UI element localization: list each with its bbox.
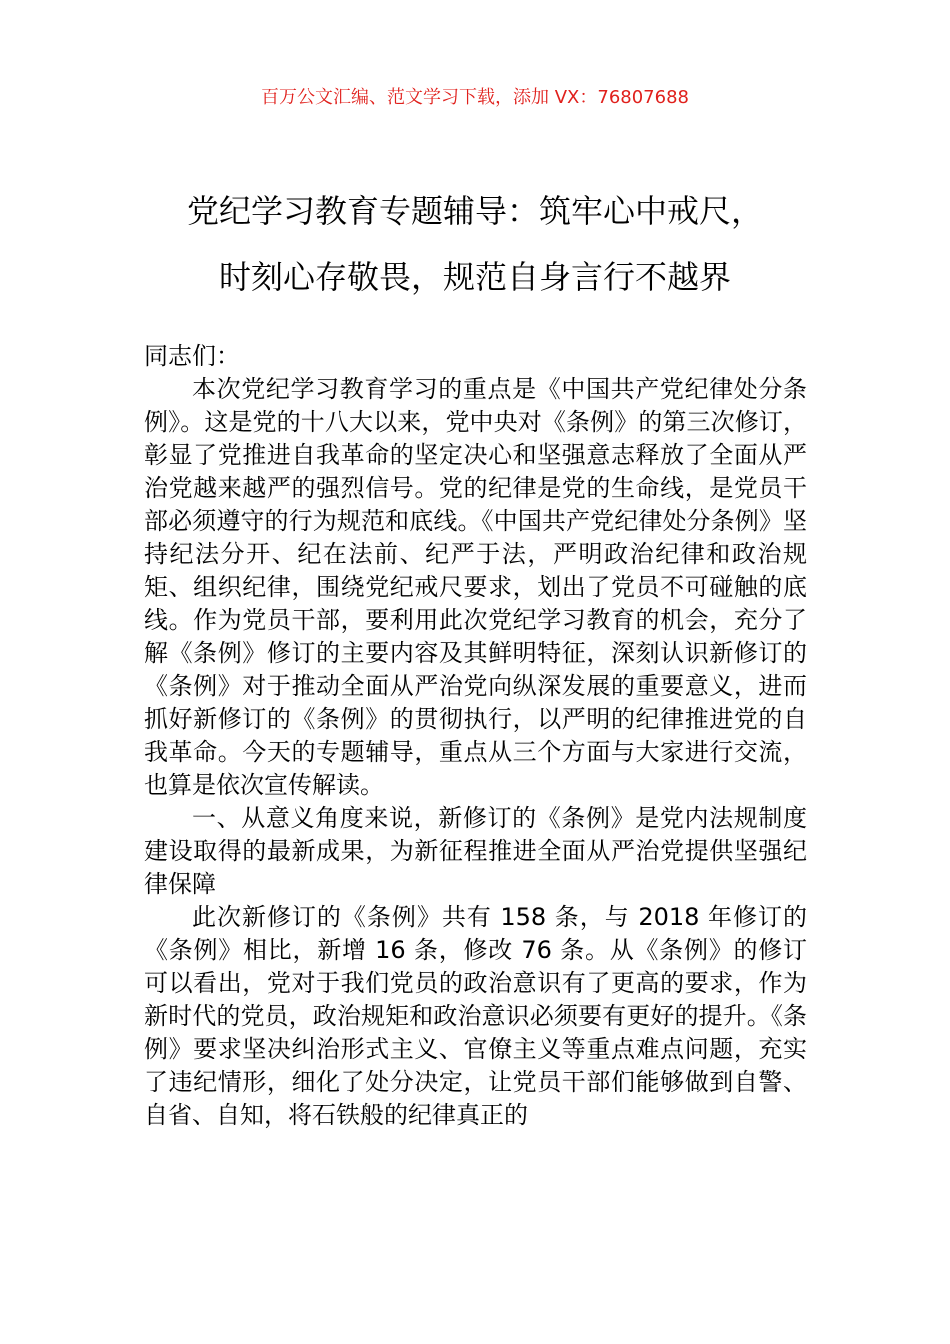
header-contact-note: 百万公文汇编、范文学习下载，添加 VX：76807688: [261, 87, 689, 108]
document-body: [144, 340, 807, 1132]
title-line-1: 党纪学习教育专题辅导：筑牢心中戒尺，: [186, 192, 763, 230]
paragraph-intro: 本次党纪学习教育学习的重点是《中国共产党纪律处分条例》。这是党的十八大以来，党中央对《条例》的第三次修订，彰显了党推进自我革命的坚定决心和坚强意志释放了全面从严治党越来越严的强烈信号。党的纪律是党的生命线，是党员干部必须遵守的行为规范和底线。《中国共产党纪律处分条例》坚持纪法分开、纪在法前、纪严于法，严明政治纪律和政治规矩、组织纪律，围绕党纪戒尺要求，划出了党员不可碰触的底线。作为党员干部，要利用此次党纪学习教育的机会，充分了解《条例》修订的主要内容及其鲜明特征，深刻认识新修订的《条例》对于推动全面从严治党向纵深发展的重要意义，进而抓好新修订的《条例》的贯彻执行，以严明的纪律推进党的自我革命。今天的专题辅导，重点从三个方面与大家进行交流，也算是依次宣传解读。: [144, 375, 807, 799]
section-heading-1: 一、从意义角度来说，新修订的《条例》是党内法规制度建设取得的最新成果，为新征程推进全面从严治党提供坚强纪律保障: [144, 804, 807, 898]
title-line-2: 时刻心存敬畏，规范自身言行不越界: [218, 258, 731, 296]
document-title: [120, 178, 830, 310]
paragraph-section-1: 此次新修订的《条例》共有 158 条，与 2018 年修订的《条例》相比，新增 16 条，修改 76 条。从《条例》的修订可以看出，党对于我们党员的政治意识有了更高的要求，作为新时代的党员，政治规矩和政治意识必须要有更好的提升。《条例》要求坚决纠治形式主义、官僚主义等重点难点问题，充实了违纪情形，细化了处分决定，让党员干部们能够做到自警、自省、自知，将石铁般的纪律真正的: [144, 903, 807, 1129]
salutation: 同志们：: [144, 342, 240, 370]
